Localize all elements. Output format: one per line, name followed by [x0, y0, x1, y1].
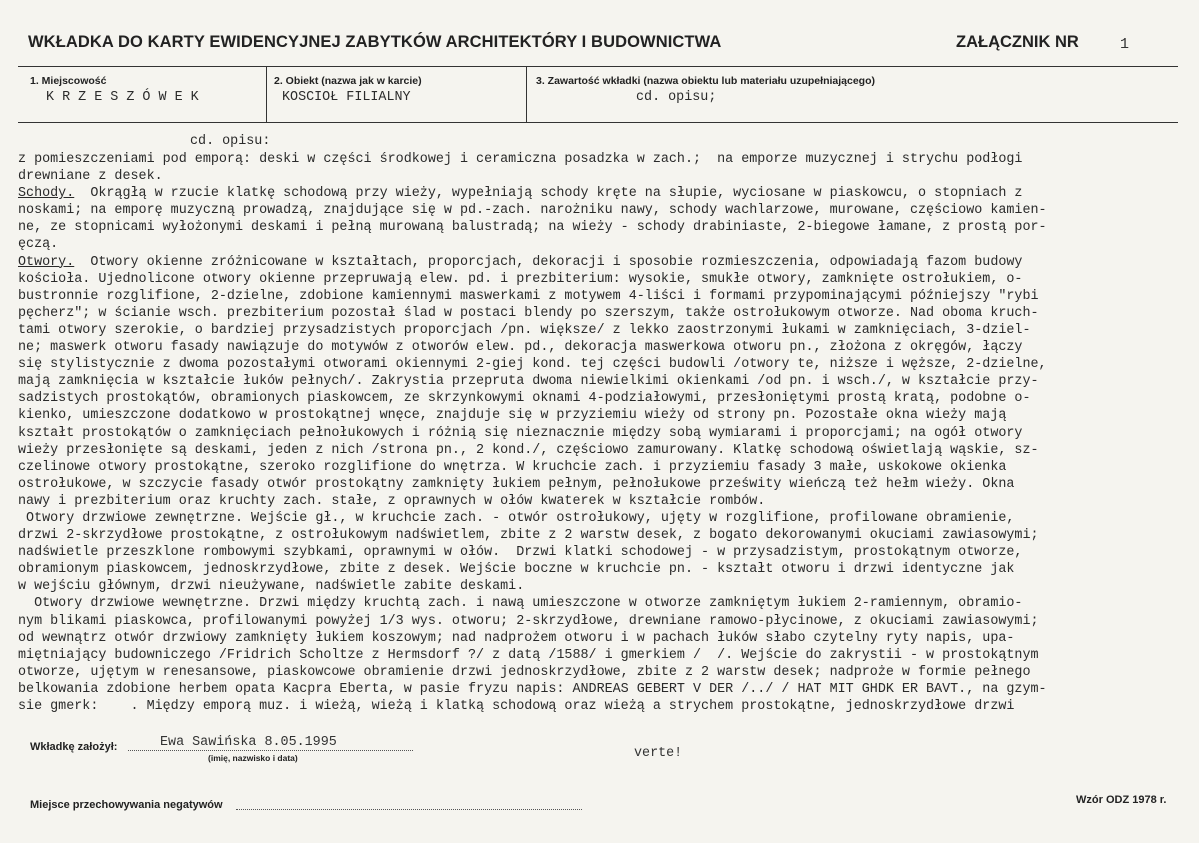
body-line: kościoła. Ujednolicone otwory okienne przepruwają elew. pd. i prezbiterium: wysokie, smukłe otwory, zamknięte ostrołukiem, o- — [18, 271, 1023, 287]
body-line: ne, ze stopnicami wyłożonymi deskami i pełną murowaną balustradą; na wieży - schody drabiniaste, 2-biegowe łamane, z prostą por- — [18, 220, 1047, 236]
body-line: czelinowe otwory prostokątne, szeroko rozglifione do wnętrza. W kruchcie zach. i przyziemiu fasady 3 małe, uskokowe okienka — [18, 459, 1007, 475]
body-line: otworze, ujętym w renesansowe, piaskowcowe obramienie drzwi jednoskrzydłowe, zbite z 2 warstw desek; nadproże w formie pełnego — [18, 664, 1031, 680]
body-line: nadświetle przeszklone rombowymi szybkami, oprawnymi w ołów. Drzwi klatki schodowej - w przysadzistym, prostokątnym otworze, — [18, 545, 1023, 561]
body-line: kształt prostokątów o zamknięciach pełnołukowych i różnią się nieznacznie między sobą wymiarami i proporcjami; na ogół otwory — [18, 425, 1023, 441]
typed-description — [18, 151, 1188, 715]
field-2-value: KOSCIOŁ FILIALNY — [282, 90, 411, 105]
body-line: ne; maswerk otworu fasady nawiązuje do motywów z otworów elew. pd., dekoracja maswerkowa otworu pn., złożona z okręgów, łączy — [18, 340, 1023, 356]
body-line: ostrołukowe, w szczycie fasady otwór prostokątny zamknięty łukiem pełnym, pełnołukowe prześwity wieńczą też hełm wieży. Okna — [18, 476, 1015, 492]
author-label: Wkładkę założył: — [30, 741, 118, 753]
body-line: pęcherz"; w ścianie wsch. prezbiterium pozostał ślad w postaci blendy po szerszym, także ostrołukowym otworze. Nad oboma kruch- — [18, 305, 1039, 321]
body-line: się stylistycznie z dwoma pozostałymi otworami okiennymi 2-giej kond. tej części budowli /otwory te, niższe i węższe, 2-dzielne, — [18, 357, 1047, 373]
author-value: Ewa Sawińska 8.05.1995 — [160, 735, 337, 750]
body-line: sadzistych prostokątów, obramionych piaskowcem, ze skrzynkowymi oknami 4-podziałowymi, przesłoniętymi prostą kratą, podobne o- — [18, 391, 1031, 407]
section-heading: Otwory. — [18, 254, 75, 270]
field-divider-2 — [526, 66, 527, 122]
form-template-code: Wzór ODZ 1978 r. — [1076, 794, 1167, 806]
body-line: mają zamknięcia w kształcie łuków pełnych/. Zakrystia przepruta dwoma niewielkimi okienkami /od pn. i wsch./, w kształcie przy- — [18, 374, 1039, 390]
body-line: nawy i prezbiterium oraz kruchty zach. stałe, z oprawnych w ołów kwaterek w kształcie rombów. — [18, 493, 766, 509]
body-line: drewniane z desek. — [18, 169, 163, 185]
body-line: Schody. Okrągłą w rzucie klatkę schodową przy wieży, wypełniają schody kręte na słupie, wyciosane w piaskowcu, o stopniach z — [18, 186, 1023, 202]
form-title: WKŁADKA DO KARTY EWIDENCYJNEJ ZABYTKÓW ARCHITEKTÓRY I BUDOWNICTWA — [28, 33, 722, 51]
section-heading: Schody. — [18, 186, 75, 202]
field-1-value: K R Z E S Z Ó W E K — [46, 90, 199, 105]
body-line: drzwi 2-skrzydłowe prostokątne, z ostrołukowym nadświetlem, zbite z 2 warstw desek, z bogato dekorowanymi okuciami zawiasowymi; — [18, 528, 1039, 544]
body-heading: cd. opisu: — [190, 134, 271, 149]
body-line: ęczą. — [18, 237, 59, 253]
body-line: w wejściu głównym, drzwi nieużywane, nadświetle zabite deskami. — [18, 579, 525, 595]
field-1-label: 1. Miejscowość — [30, 75, 107, 87]
annex-number: 1 — [1120, 36, 1130, 53]
body-line: Otwory. Otwory okienne zróżnicowane w kształtach, proporcjach, dekoracji i sposobie rozmieszczenia, odpowiadają fazom budowy — [18, 254, 1023, 270]
field-3-value: cd. opisu; — [636, 90, 717, 105]
field-2-label: 2. Obiekt (nazwa jak w karcie) — [274, 75, 422, 87]
header-top-rule — [18, 66, 1178, 67]
body-line: obramionym piaskowcem, jednoskrzydłowe, zbite z desek. Wejście boczne w kruchcie pn. - kształt otworu i drzwi identyczne jak — [18, 562, 1015, 578]
author-caption: (imię, nazwisko i data) — [208, 753, 298, 763]
negatives-dotted-line — [236, 809, 582, 810]
body-line: wieży przesłonięte są deskami, jeden z nich /strona pn., 2 kond./, częściowo zamurowany. Klatkę schodową oświetlają wąskie, sz- — [18, 442, 1039, 458]
body-line: z pomieszczeniami pod emporą: deski w części środkowej i ceramiczna posadzka w zach.; na emporze muzycznej i strychu podłogi — [18, 152, 1023, 167]
body-line: nym blikami piaskowca, profilowanymi powyżej 1/3 wys. otworu; 2-skrzydłowe, drewniane ramowo-płycinowe, z okuciami zawiasowymi; — [18, 613, 1039, 629]
author-dotted-line — [128, 750, 413, 751]
body-line: sie gmerk: . Między emporą muz. i wieżą, wieżą i klatką schodową oraz wieżą a strychem prostokątne, jednoskrzydłowe drzwi — [18, 699, 1015, 714]
header-bottom-rule — [18, 122, 1178, 123]
body-line: miętniający budowniczego /Fridrich Scholtze z Hermsdorf ?/ z datą /1588/ i gmerkiem / /. Wejście do zakrystii - w prostokątnym — [18, 647, 1039, 663]
body-line: Otwory drzwiowe wewnętrzne. Drzwi między kruchtą zach. i nawą umieszczone w otworze zamkniętym łukiem 2-ramiennym, obramio- — [18, 596, 1023, 612]
body-line: bustronnie rozglifione, 2-dzielne, zdobione kamiennymi maswerkami z motywem 4-liści i formami przypominającymi późniejszy "rybi — [18, 288, 1039, 304]
body-line: kienko, umieszczone dodatkowo w prostokątnej wnęce, znajduje się w przyziemiu wieży od strony pn. Pozostałe okna wieży mają — [18, 408, 1007, 424]
body-line: noskami; na emporę muzyczną prowadzą, znajdujące się w pd.-zach. narożniku nawy, schody wachlarzowe, murowane, częściowo kamien- — [18, 203, 1047, 219]
field-divider-1 — [266, 66, 267, 122]
verte-note: verte! — [634, 746, 683, 761]
body-line: Otwory drzwiowe zewnętrzne. Wejście gł., w kruchcie zach. - otwór ostrołukowy, ujęty w rozglifione, profilowane obramienie, — [18, 510, 1015, 526]
field-3-label: 3. Zawartość wkładki (nazwa obiektu lub materiału uzupełniającego) — [536, 75, 875, 87]
body-line: tami otwory szerokie, o bardziej przysadzistych proporcjach /pn. większe/ z lekko zaostrzonymi łukami w zamknięciach, 3-dziel- — [18, 322, 1031, 338]
body-line: od wewnątrz otwór drzwiowy zamknięty łukiem koszowym; nad nadprożem otworu i w pachach łuków słabo czytelny ryty napis, upa- — [18, 630, 1015, 646]
annex-label: ZAŁĄCZNIK NR — [956, 33, 1079, 51]
negatives-label: Miejsce przechowywania negatywów — [30, 799, 223, 811]
body-line: belkowania zdobione herbem opata Kacpra Eberta, w pasie fryzu napis: ANDREAS GEBERT V DER /../ / HAT MIT GHDK ER BAVT., na gzym- — [18, 681, 1047, 697]
